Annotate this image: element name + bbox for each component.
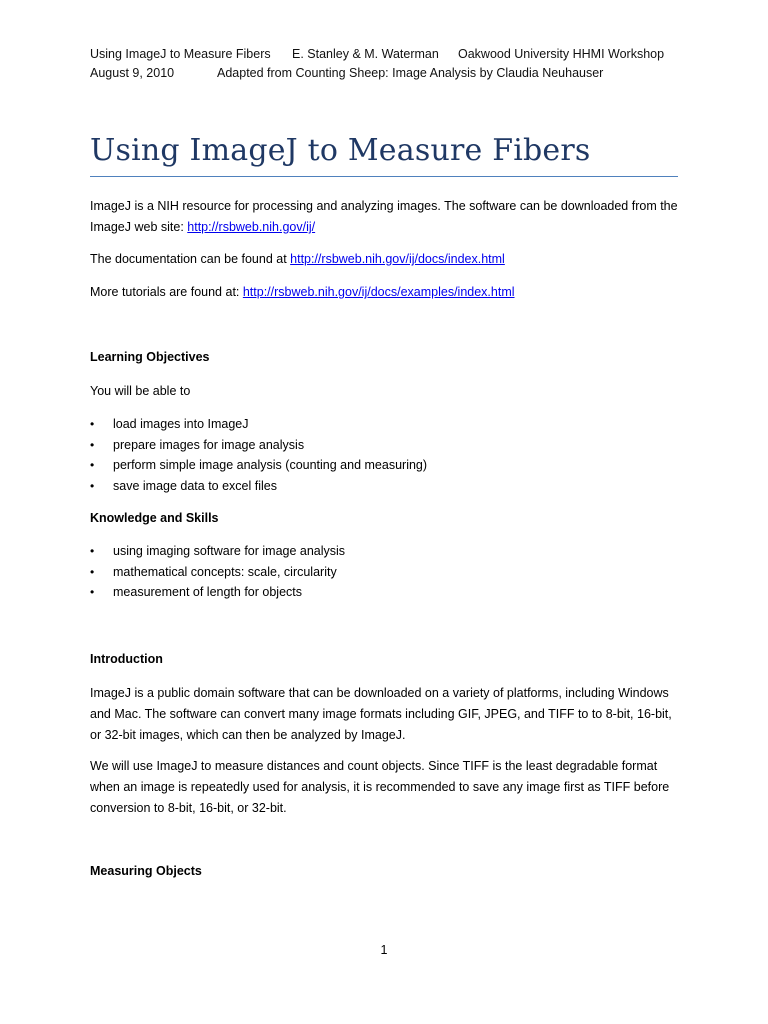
learning-objectives-list bbox=[90, 414, 427, 496]
list-item-text: perform simple image analysis (counting and measuring) bbox=[113, 458, 428, 472]
bullet-icon: • bbox=[90, 458, 95, 472]
page-number: 1 bbox=[380, 943, 388, 957]
bullet-icon: • bbox=[90, 564, 95, 579]
page-header-line-2 bbox=[90, 66, 604, 108]
list-item-text: save image data to excel files bbox=[113, 478, 277, 493]
documentation-link[interactable]: http://rsbweb.nih.gov/ij/docs/index.html bbox=[290, 252, 505, 266]
introduction-paragraph-2: We will use ImageJ to measure distances and count objects. Since TIFF is the least degradable format when an image is repeatedly used for analysis, it is recommended to save any image first as TIFF before conversion to 8-bit, 16-bit, or 32-bit. bbox=[90, 759, 670, 815]
bullet-icon: • bbox=[90, 544, 95, 558]
header-date: August 9, 2010 bbox=[90, 66, 175, 80]
bullet-icon: • bbox=[90, 478, 95, 493]
header-doc-title: Using ImageJ to Measure Fibers bbox=[90, 47, 271, 61]
intro-paragraph-tutorials bbox=[90, 282, 690, 303]
measuring-objects-heading: Measuring Objects bbox=[90, 864, 202, 878]
intro-paragraph-download bbox=[90, 196, 690, 238]
list-item bbox=[90, 435, 427, 456]
page-title: Using ImageJ to Measure Fibers bbox=[90, 133, 678, 177]
header-authors: E. Stanley & M. Waterman bbox=[292, 47, 439, 61]
bullet-icon: • bbox=[90, 585, 95, 599]
list-item bbox=[90, 414, 427, 435]
list-item-text: using imaging software for image analysis bbox=[113, 544, 346, 558]
intro-tutorials-text: More tutorials are found at: bbox=[90, 285, 243, 299]
imagej-site-link[interactable]: http://rsbweb.nih.gov/ij/ bbox=[187, 220, 316, 234]
knowledge-skills-list bbox=[90, 541, 345, 603]
intro-paragraph-docs bbox=[90, 249, 690, 270]
list-item-text: measurement of length for objects bbox=[113, 585, 302, 599]
list-item-text: load images into ImageJ bbox=[113, 417, 249, 431]
learning-lead: You will be able to bbox=[90, 384, 191, 398]
intro-download-text: ImageJ is a NIH resource for processing and analyzing images. The software can be downloaded from the ImageJ web site: bbox=[90, 199, 678, 234]
introduction-paragraph-1: ImageJ is a public domain software that can be downloaded on a variety of platforms, including Windows and Mac. The software can convert many image formats including GIF, JPEG, and TIFF to to 8-bit, 16-bit, or 32-bit images, which can then be analyzed by ImageJ. bbox=[90, 686, 672, 742]
knowledge-skills-heading: Knowledge and Skills bbox=[90, 511, 219, 525]
bullet-icon: • bbox=[90, 437, 95, 452]
learning-objectives-heading: Learning Objectives bbox=[90, 350, 210, 364]
list-item bbox=[90, 562, 345, 583]
introduction-heading: Introduction bbox=[90, 652, 163, 666]
list-item bbox=[90, 541, 345, 562]
tutorials-link[interactable]: http://rsbweb.nih.gov/ij/docs/examples/index.html bbox=[242, 285, 515, 299]
list-item-text: mathematical concepts: scale, circularity bbox=[113, 564, 337, 579]
intro-docs-text: The documentation can be found at bbox=[90, 252, 291, 266]
list-item bbox=[90, 582, 345, 603]
list-item-text: prepare images for image analysis bbox=[113, 437, 305, 452]
list-item bbox=[90, 476, 427, 497]
bullet-icon: • bbox=[90, 417, 95, 431]
list-item bbox=[90, 455, 427, 476]
header-workshop: Oakwood University HHMI Workshop bbox=[458, 47, 665, 61]
header-adapted: Adapted from Counting Sheep: Image Analysis by Claudia Neuhauser bbox=[217, 66, 604, 80]
